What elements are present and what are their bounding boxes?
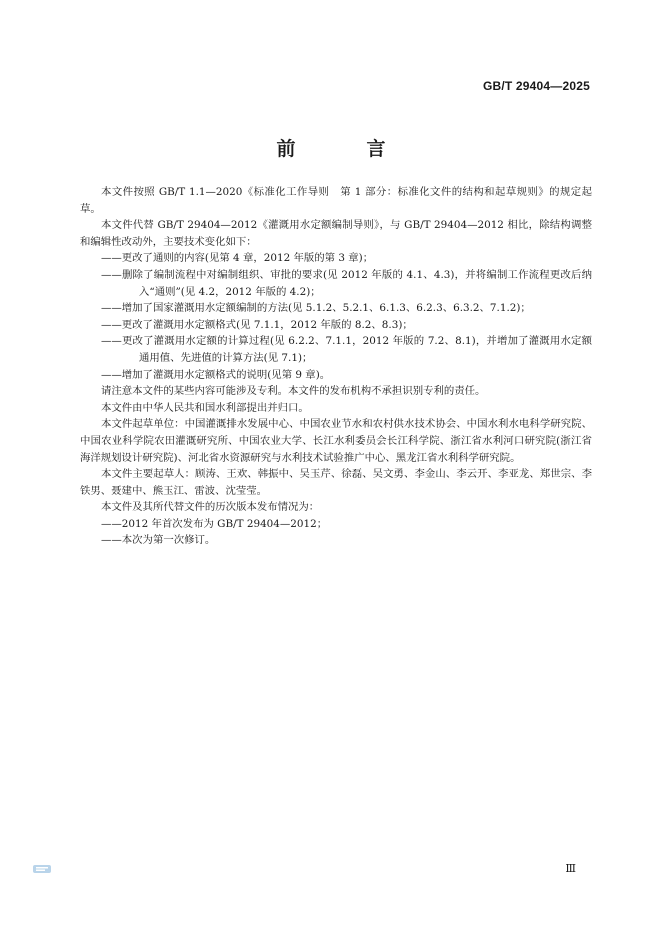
list-item: ——更改了灌溉用水定额格式(见 7.1.1，2012 年版的 8.2、8.3)； xyxy=(101,318,413,331)
publisher-mark-icon xyxy=(32,863,52,875)
list-item: ——更改了通则的内容(见第 4 章，2012 年版的第 3 章)； xyxy=(101,252,374,265)
list-item: ——增加了灌溉用水定额格式的说明(见第 9 章)。 xyxy=(101,368,331,381)
list-item: ——2012 年首次发布为 GB/T 29404—2012； xyxy=(101,517,328,530)
page-title: 前 言 xyxy=(276,138,412,160)
paragraph-history-intro: 本文件及其所代替文件的历次版本发布情况为： xyxy=(101,501,320,514)
paragraph-drafting-rules: 本文件按照 GB/T 1.1—2020《标准化工作导则 第 1 部分：标准化文件的结构和起草规则》的规定起草。 xyxy=(80,186,592,215)
foreword-body xyxy=(80,184,592,549)
paragraph-drafters: 本文件主要起草人：顾涛、王欢、韩振中、吴玉芹、徐磊、吴文勇、李金山、李云开、李亚龙、郑世宗、李铁男、聂建中、熊玉江、雷波、沈莹莹。 xyxy=(80,468,592,497)
list-item: ——本次为第一次修订。 xyxy=(101,534,216,547)
paragraph-drafting-units: 本文件起草单位：中国灌溉排水发展中心、中国农业节水和农村供水技术协会、中国水利水电科学研究院、中国农业科学院农田灌溉研究所、中国农业大学、长江水利委员会长江科学院、浙江省水利河口研究院(浙江省海洋规划设计研究院)、河北省水资源研究与水利技术试验推广中心、黑龙江省水利科学研究院。 xyxy=(80,418,592,464)
paragraph-patent-notice: 请注意本文件的某些内容可能涉及专利。本文件的发布机构不承担识别专利的责任。 xyxy=(101,385,486,398)
list-item: ——更改了灌溉用水定额的计算过程(见 6.2.2、7.1.1，2012 年版的 7.2、8.1)，并增加了灌溉用水定额通用值、先进值的计算方法(见 7.1)； xyxy=(101,335,592,364)
list-item: ——删除了编制流程中对编制组织、审批的要求(见 2012 年版的 4.1、4.3)，并将编制工作流程更改后纳入“通则”(见 4.2，2012 年版的 4.2)； xyxy=(101,268,592,298)
page-number: Ⅲ xyxy=(565,862,576,875)
paragraph-replacement: 本文件代替 GB/T 29404—2012《灌溉用水定额编制导则》，与 GB/T 29404—2012 相比，除结构调整和编辑性改动外，主要技术变化如下： xyxy=(80,219,592,248)
paragraph-proposer: 本文件由中华人民共和国水利部提出并归口。 xyxy=(101,401,309,414)
list-item: ——增加了国家灌溉用水定额编制的方法(见 5.1.2、5.2.1、6.1.3、6.2.3、6.3.2、7.1.2)； xyxy=(101,302,531,315)
standard-number: GB/T 29404—2025 xyxy=(482,79,590,93)
